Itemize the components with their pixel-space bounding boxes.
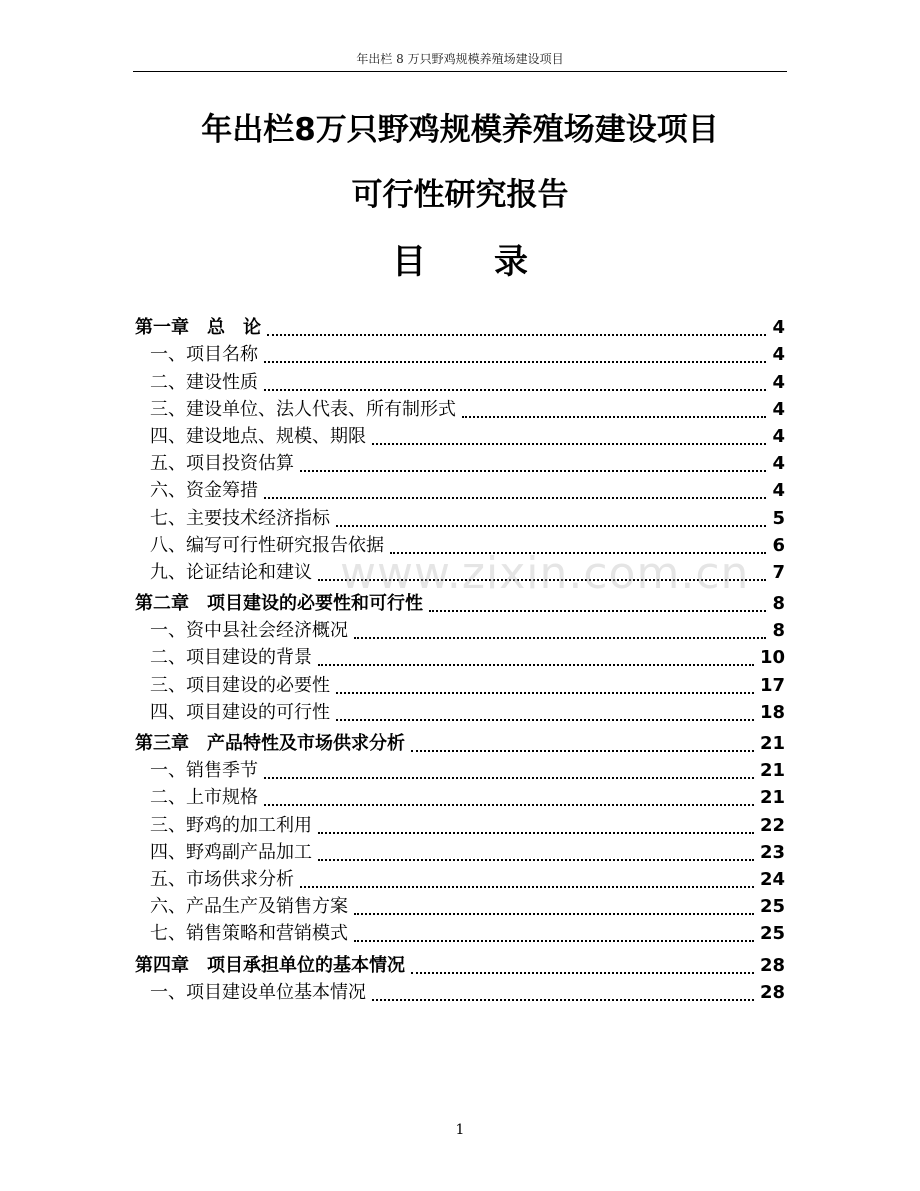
toc-heading: 目 录 bbox=[392, 242, 528, 282]
toc-entry-label: 一、项目建设单位基本情况 bbox=[150, 981, 366, 1003]
toc-dot-leader bbox=[318, 859, 754, 861]
page-number: 1 bbox=[455, 1122, 465, 1138]
toc-entry-label: 九、论证结论和建议 bbox=[150, 561, 312, 583]
toc-entry-label: 第二章 项目建设的必要性和可行性 bbox=[135, 593, 423, 615]
toc-section-entry[interactable] bbox=[135, 977, 785, 1004]
toc-chapter-entry[interactable] bbox=[135, 949, 785, 976]
toc-dot-leader bbox=[354, 913, 754, 915]
toc-section-entry[interactable] bbox=[135, 669, 785, 696]
toc-chapter-entry[interactable] bbox=[135, 728, 785, 755]
toc-entry-page: 5 bbox=[772, 507, 785, 529]
toc-section-entry[interactable] bbox=[135, 918, 785, 945]
toc-entry-page: 8 bbox=[772, 620, 785, 642]
toc-dot-leader bbox=[462, 416, 766, 418]
toc-section-entry[interactable] bbox=[135, 782, 785, 809]
toc-dot-leader bbox=[300, 886, 754, 888]
toc-entry-label: 七、主要技术经济指标 bbox=[150, 507, 330, 529]
toc-entry-page: 4 bbox=[772, 317, 785, 339]
toc-entry-label: 五、项目投资估算 bbox=[150, 453, 294, 475]
toc-section-entry[interactable] bbox=[135, 755, 785, 782]
toc-entry-page: 4 bbox=[772, 453, 785, 475]
toc-section-entry[interactable] bbox=[135, 615, 785, 642]
toc-entry-page: 28 bbox=[759, 954, 785, 976]
toc-dot-leader bbox=[411, 972, 754, 974]
toc-entry-label: 二、上市规格 bbox=[150, 787, 258, 809]
toc-section-entry[interactable] bbox=[135, 809, 785, 836]
toc-section-entry[interactable] bbox=[135, 502, 785, 529]
watermark: www.zixin.com.cn bbox=[340, 548, 750, 599]
toc-entry-label: 第一章 总 论 bbox=[135, 317, 261, 339]
toc-entry-label: 五、市场供求分析 bbox=[150, 868, 294, 890]
toc-section-entry[interactable] bbox=[135, 891, 785, 918]
toc-entry-page: 21 bbox=[759, 787, 785, 809]
toc-entry-label: 一、项目名称 bbox=[150, 344, 258, 366]
toc-entry-page: 28 bbox=[759, 981, 785, 1003]
toc-dot-leader bbox=[429, 610, 766, 612]
toc-entry-page: 21 bbox=[759, 733, 785, 754]
toc-section-entry[interactable] bbox=[135, 421, 785, 448]
toc-entry-label: 六、产品生产及销售方案 bbox=[150, 896, 348, 918]
toc-section-entry[interactable] bbox=[135, 642, 785, 669]
toc-entry-label: 第四章 项目承担单位的基本情况 bbox=[135, 954, 405, 976]
toc-entry-page: 4 bbox=[772, 398, 785, 420]
toc-entry-label: 四、项目建设的可行性 bbox=[150, 701, 330, 723]
toc-section-entry[interactable] bbox=[135, 448, 785, 475]
toc-section-entry[interactable] bbox=[135, 339, 785, 366]
toc-entry-label: 二、项目建设的背景 bbox=[150, 647, 312, 669]
toc-entry-page: 4 bbox=[772, 344, 785, 366]
toc-section-entry[interactable] bbox=[135, 394, 785, 421]
toc-entry-label: 七、销售策略和营销模式 bbox=[150, 923, 348, 945]
toc-entry-page: 4 bbox=[772, 425, 785, 447]
toc-entry-page: 23 bbox=[759, 841, 785, 863]
toc-entry-page: 25 bbox=[759, 896, 785, 918]
toc-entry-page: 10 bbox=[759, 647, 785, 669]
toc-entry-page: 4 bbox=[772, 371, 785, 393]
toc-dot-leader bbox=[336, 719, 754, 721]
toc-dot-leader bbox=[264, 361, 766, 363]
toc-dot-leader bbox=[354, 637, 766, 639]
toc-section-entry[interactable] bbox=[135, 475, 785, 502]
toc-dot-leader bbox=[372, 999, 754, 1001]
toc-entry-label: 一、销售季节 bbox=[150, 760, 258, 782]
toc-dot-leader bbox=[411, 750, 754, 752]
toc-dot-leader bbox=[318, 664, 754, 666]
toc-entry-label: 三、野鸡的加工利用 bbox=[150, 814, 312, 836]
table-of-contents bbox=[135, 312, 785, 1004]
toc-dot-leader bbox=[318, 832, 754, 834]
toc-dot-leader bbox=[264, 497, 766, 499]
toc-entry-page: 24 bbox=[759, 868, 785, 890]
toc-chapter-entry[interactable] bbox=[135, 312, 785, 339]
toc-entry-label: 四、野鸡副产品加工 bbox=[150, 841, 312, 863]
toc-entry-page: 21 bbox=[759, 760, 785, 782]
toc-dot-leader bbox=[354, 940, 754, 942]
toc-dot-leader bbox=[267, 334, 766, 336]
toc-entry-page: 6 bbox=[772, 534, 785, 556]
header-rule bbox=[133, 71, 787, 72]
toc-entry-label: 八、编写可行性研究报告依据 bbox=[150, 534, 384, 556]
toc-dot-leader bbox=[264, 389, 766, 391]
toc-entry-label: 三、项目建设的必要性 bbox=[150, 674, 330, 696]
toc-entry-label: 一、资中县社会经济概况 bbox=[150, 620, 348, 642]
toc-dot-leader bbox=[264, 777, 754, 779]
running-header: 年出栏 8 万只野鸡规模养殖场建设项目 bbox=[356, 52, 564, 66]
toc-entry-page: 8 bbox=[772, 593, 785, 615]
toc-entry-label: 四、建设地点、规模、期限 bbox=[150, 425, 366, 447]
toc-section-entry[interactable] bbox=[135, 864, 785, 891]
toc-section-entry[interactable] bbox=[135, 366, 785, 393]
toc-entry-page: 25 bbox=[759, 923, 785, 945]
toc-section-entry[interactable] bbox=[135, 837, 785, 864]
toc-dot-leader bbox=[336, 525, 766, 527]
toc-dot-leader bbox=[372, 443, 766, 445]
toc-entry-page: 22 bbox=[759, 814, 785, 836]
toc-entry-page: 4 bbox=[772, 480, 785, 502]
toc-section-entry[interactable] bbox=[135, 697, 785, 724]
toc-entry-label: 六、资金筹措 bbox=[150, 480, 258, 502]
toc-entry-page: 7 bbox=[772, 561, 785, 583]
toc-entry-label: 第三章 产品特性及市场供求分析 bbox=[135, 733, 405, 754]
document-subtitle: 可行性研究报告 bbox=[351, 177, 569, 213]
toc-entry-label: 三、建设单位、法人代表、所有制形式 bbox=[150, 398, 456, 420]
document-title: 年出栏8万只野鸡规模养殖场建设项目 bbox=[201, 112, 719, 148]
toc-dot-leader bbox=[300, 470, 766, 472]
toc-dot-leader bbox=[264, 804, 754, 806]
toc-entry-page: 18 bbox=[759, 701, 785, 723]
toc-entry-label: 二、建设性质 bbox=[150, 371, 258, 393]
toc-dot-leader bbox=[336, 692, 754, 694]
toc-entry-page: 17 bbox=[759, 674, 785, 696]
